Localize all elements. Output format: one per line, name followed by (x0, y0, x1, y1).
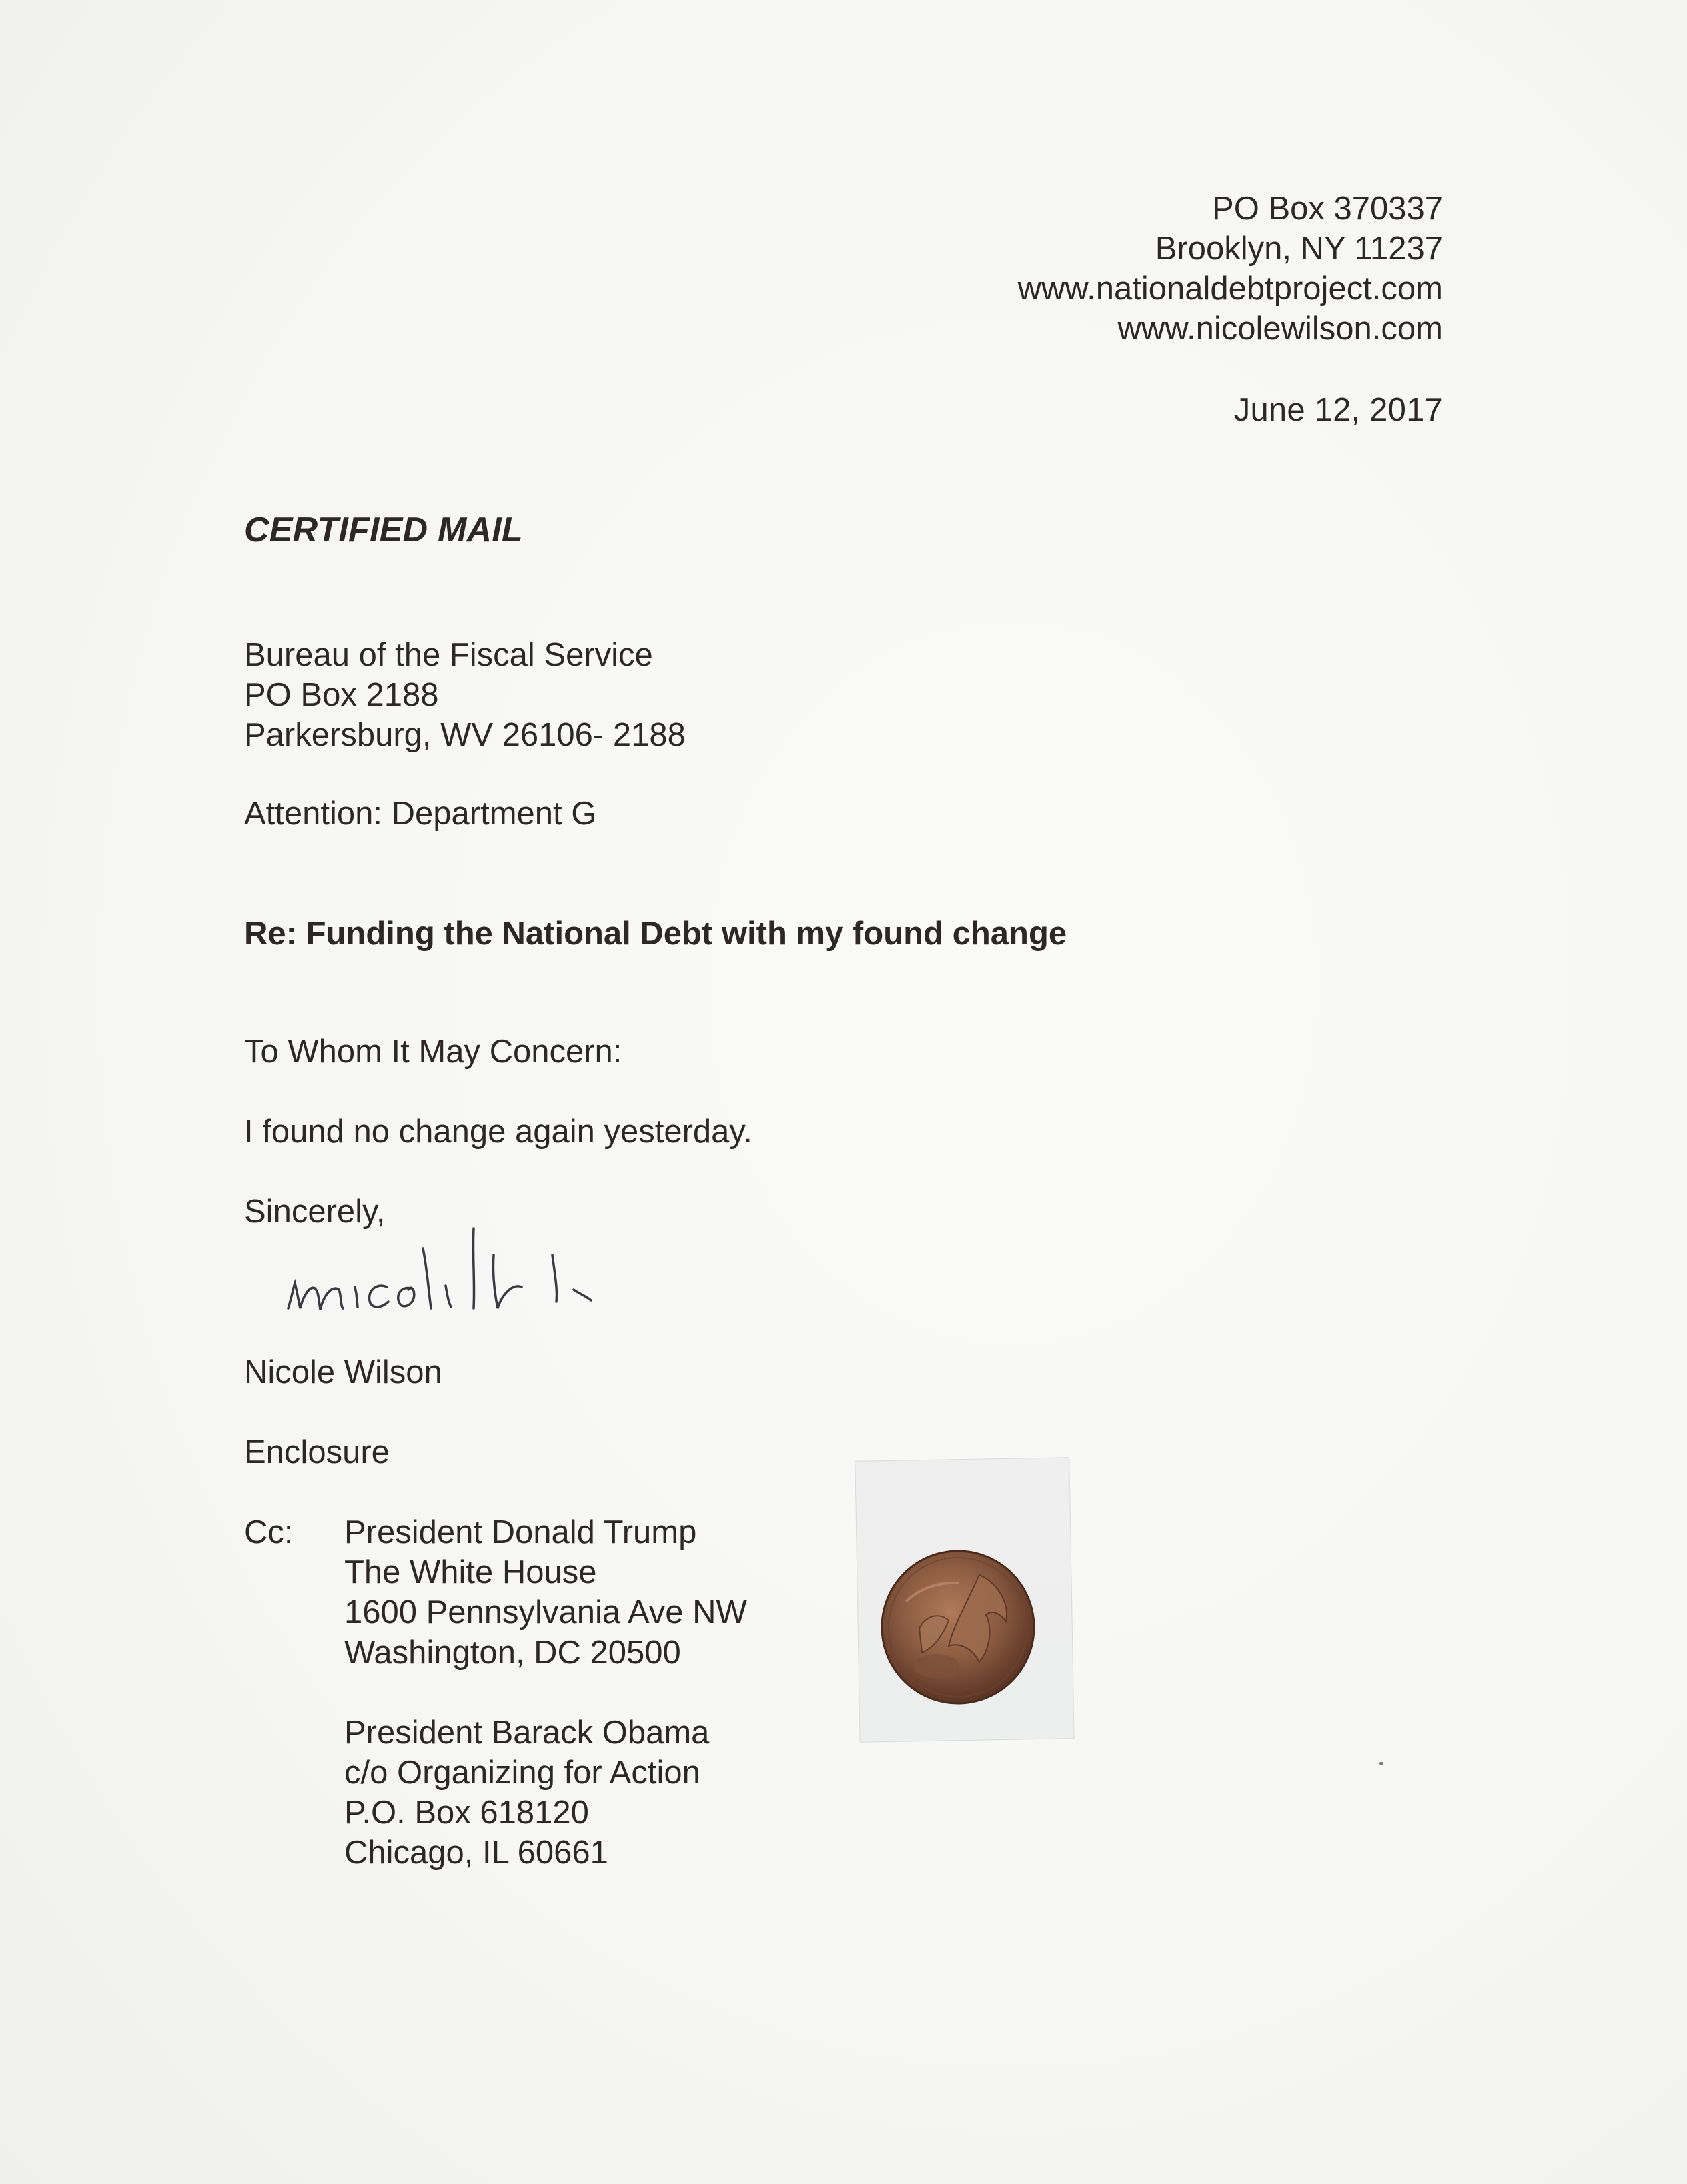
sender-website-1: www.nationaldebtproject.com (1017, 271, 1443, 307)
salutation: To Whom It May Concern: (244, 1034, 622, 1070)
cc-address-line: P.O. Box 618120 (344, 1795, 589, 1831)
cc-address-line: c/o Organizing for Action (344, 1755, 700, 1791)
sender-address (1018, 189, 1443, 349)
cc-address-line: Chicago, IL 60661 (344, 1835, 608, 1871)
handwritten-signature (280, 1208, 654, 1342)
cc-entry (344, 1713, 747, 1873)
cc-address-line: Washington, DC 20500 (344, 1634, 681, 1671)
recipient-address-line1: PO Box 2188 (244, 677, 439, 713)
letter-date: June 12, 2017 (1233, 392, 1443, 428)
cc-name: President Donald Trump (344, 1514, 697, 1550)
letter-body: I found no change again yesterday. (244, 1114, 752, 1150)
cc-address-line: The White House (344, 1554, 597, 1590)
enclosure-note: Enclosure (244, 1434, 390, 1470)
sender-address-line2: Brooklyn, NY 11237 (1155, 231, 1443, 267)
sender-website-2: www.nicolewilson.com (1117, 311, 1443, 347)
recipient-address (244, 635, 686, 755)
signer-name: Nicole Wilson (244, 1354, 442, 1390)
paper-speck (1379, 1762, 1383, 1765)
sender-address-line1: PO Box 370337 (1212, 191, 1443, 227)
closing: Sincerely, (244, 1194, 386, 1230)
subject-line: Re: Funding the National Debt with my found change (244, 916, 1067, 952)
attention-line: Attention: Department G (244, 796, 597, 832)
recipient-address-line2: Parkersburg, WV 26106- 2188 (244, 717, 686, 753)
recipient-name: Bureau of the Fiscal Service (244, 637, 653, 673)
cc-label: Cc: (244, 1514, 294, 1550)
cc-entry (344, 1512, 747, 1673)
mail-type-heading: CERTIFIED MAIL (244, 511, 523, 550)
cc-address-line: 1600 Pennsylvania Ave NW (344, 1594, 747, 1630)
cc-list (344, 1512, 747, 1873)
penny-coin-icon (879, 1548, 1037, 1706)
cc-name: President Barack Obama (344, 1715, 710, 1751)
